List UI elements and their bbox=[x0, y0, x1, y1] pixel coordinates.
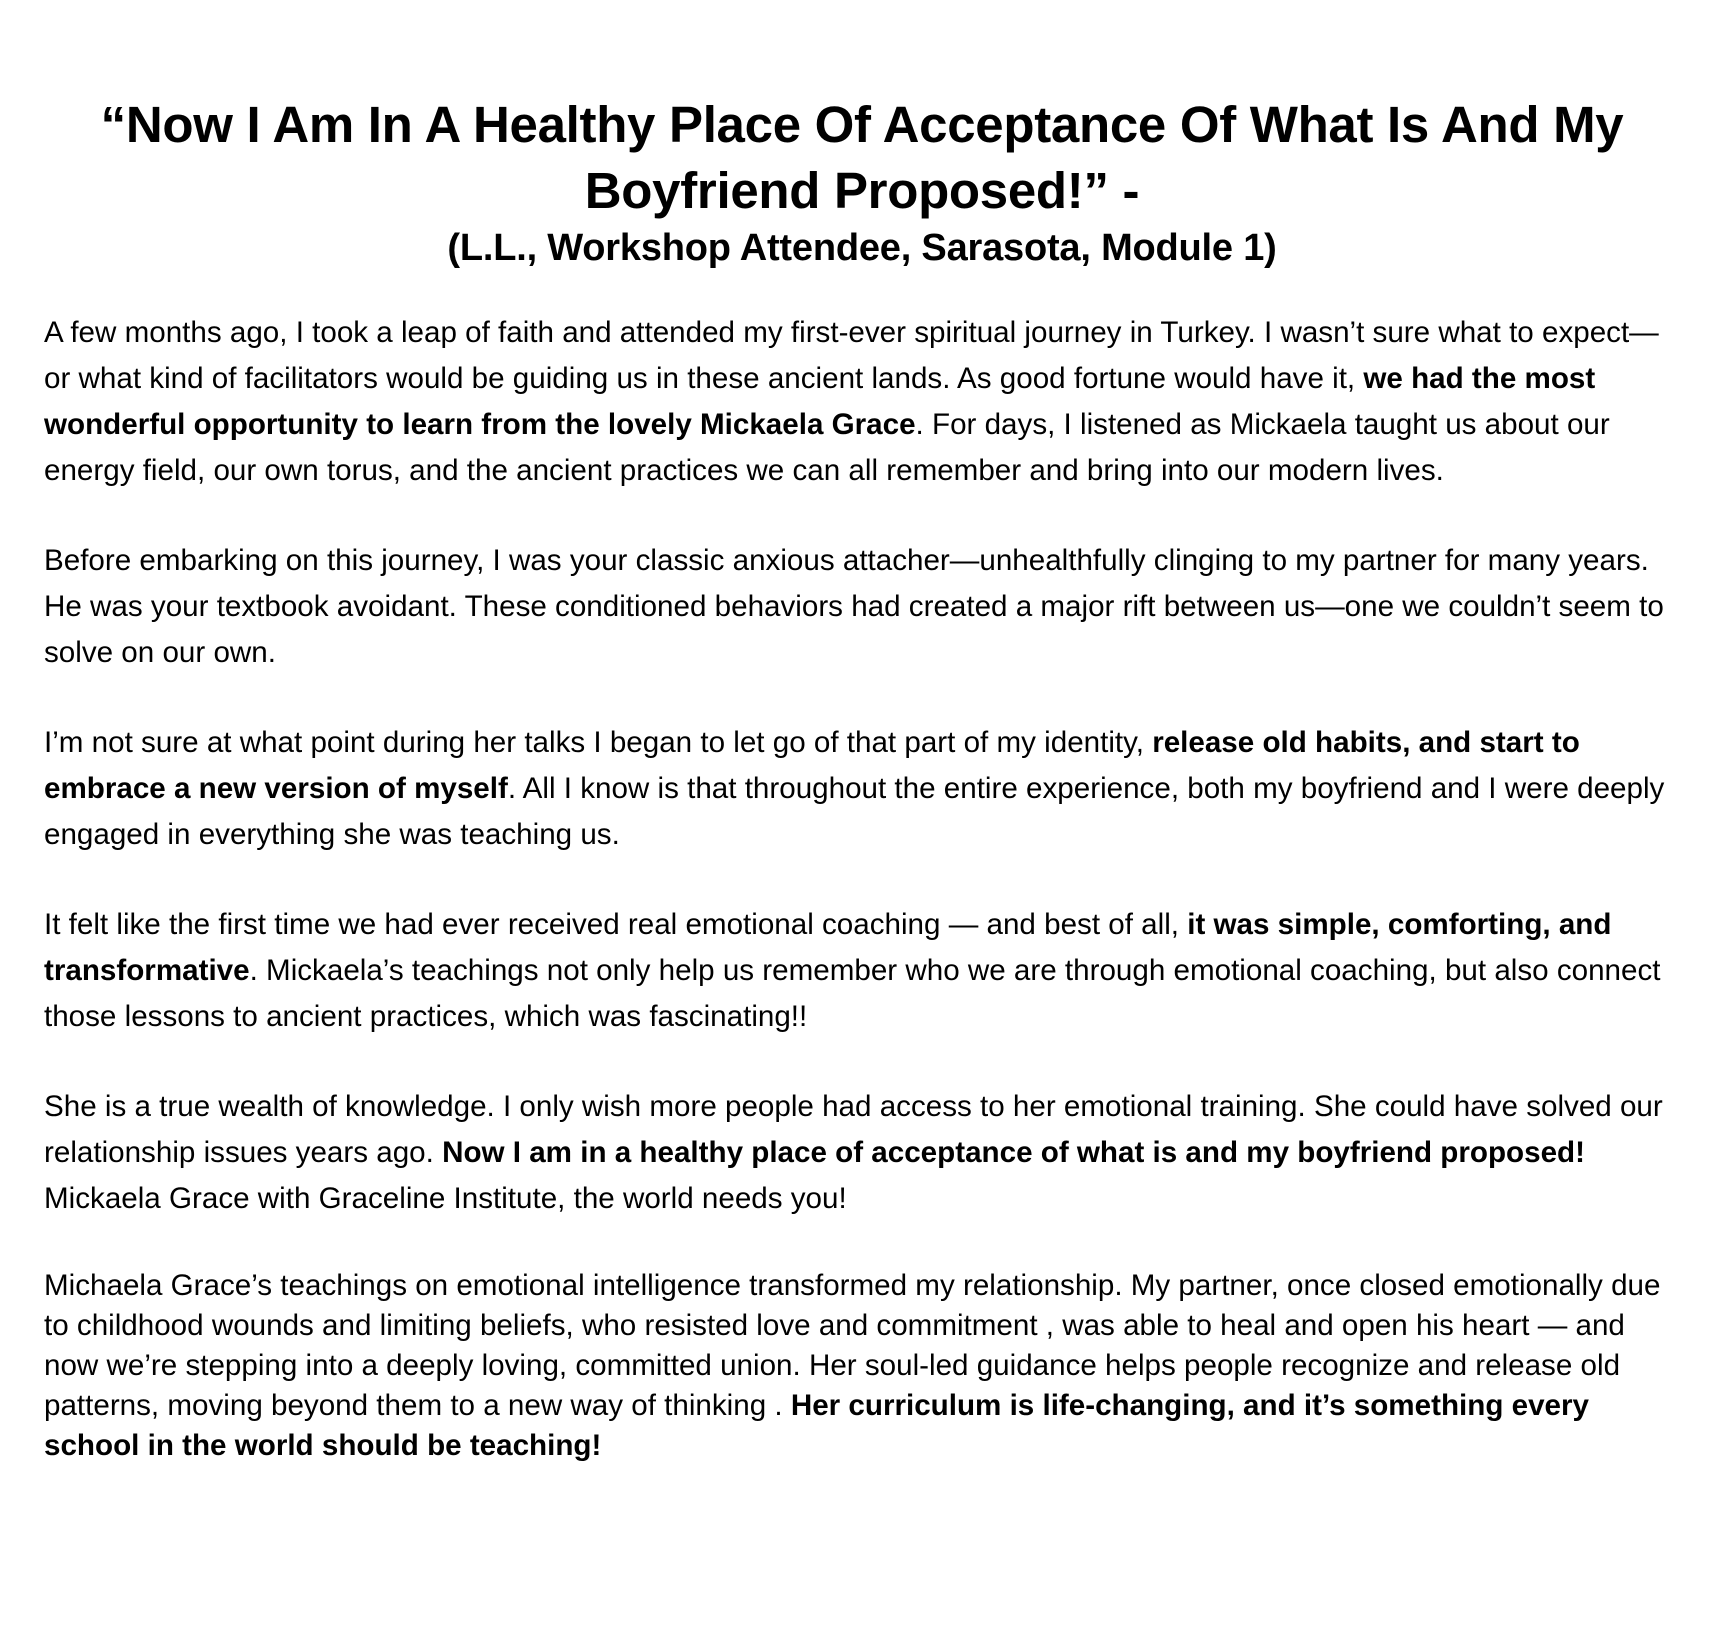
paragraph-1 bbox=[44, 310, 1680, 494]
paragraph-5 bbox=[44, 1084, 1680, 1222]
paragraph-1-text-b: . For days, I listened as Mickaela taught us about our energy field, our own torus, and the ancient practices we can all remember and bring into our modern lives. bbox=[44, 408, 1610, 487]
paragraph-3-text-a: I’m not sure at what point during her talks I began to let go of that part of my identity, bbox=[44, 726, 1153, 759]
paragraph-3-text-b: . All I know is that throughout the entire experience, both my boyfriend and I were deeply engaged in everything she was teaching us. bbox=[44, 772, 1665, 851]
testimonial-header bbox=[44, 0, 1680, 272]
paragraph-1-highlight: we had the most wonderful opportunity to learn from the lovely Mickaela Grace bbox=[44, 362, 1596, 441]
testimonial-attribution: (L.L., Workshop Attendee, Sarasota, Module 1) bbox=[447, 227, 1277, 269]
paragraph-5-highlight: Now I am in a healthy place of acceptance of what is and my boyfriend proposed! bbox=[442, 1136, 1585, 1169]
paragraph-5-text-a: She is a true wealth of knowledge. I only wish more people had access to her emotional training. She could have solved our relationship issues years ago. bbox=[44, 1090, 1663, 1169]
paragraph-1-text-a: A few months ago, I took a leap of faith and attended my first-ever spiritual journey in Turkey. I wasn’t sure what to expect—or what kind of facilitators would be guiding us in these ancient lands. As good fortune would have it, bbox=[44, 316, 1659, 395]
paragraph-4-highlight: it was simple, comforting, and transformative bbox=[44, 908, 1612, 987]
paragraph-6 bbox=[44, 1266, 1680, 1466]
paragraph-5-text-b: Mickaela Grace with Graceline Institute, the world needs you! bbox=[44, 1182, 847, 1215]
paragraph-3 bbox=[44, 720, 1680, 858]
paragraph-4 bbox=[44, 902, 1680, 1040]
testimonial-body bbox=[44, 310, 1680, 1466]
paragraph-2-text: Before embarking on this journey, I was your classic anxious attacher—unhealthfully clinging to my partner for many years. He was your textbook avoidant. These conditioned behaviors had created a major rift between us—one we couldn’t seem to solve on our own. bbox=[44, 544, 1664, 669]
paragraph-6-highlight: Her curriculum is life-changing, and it’s something every school in the world should be teaching! bbox=[44, 1389, 1589, 1462]
paragraph-4-text-b: . Mickaela’s teachings not only help us remember who we are through emotional coaching, but also connect those lessons to ancient practices, which was fascinating!! bbox=[44, 954, 1661, 1033]
paragraph-2 bbox=[44, 538, 1680, 676]
paragraph-3-highlight: release old habits, and start to embrace a new version of myself bbox=[44, 726, 1580, 805]
paragraph-6-text-a: Michaela Grace’s teachings on emotional intelligence transformed my relationship. My partner, once closed emotionally due to childhood wounds and limiting beliefs, who resisted love and commitment , was able to heal and open his heart — and now we’re stepping into a deeply loving, committed union. Her soul-led guidance helps people recognize and release old patterns, moving beyond them to a new way of thinking . bbox=[44, 1269, 1661, 1422]
paragraph-4-text-a: It felt like the first time we had ever received real emotional coaching — and best of all, bbox=[44, 908, 1188, 941]
testimonial-title: “Now I Am In A Healthy Place Of Acceptance Of What Is And My Boyfriend Proposed!” - bbox=[100, 96, 1624, 219]
